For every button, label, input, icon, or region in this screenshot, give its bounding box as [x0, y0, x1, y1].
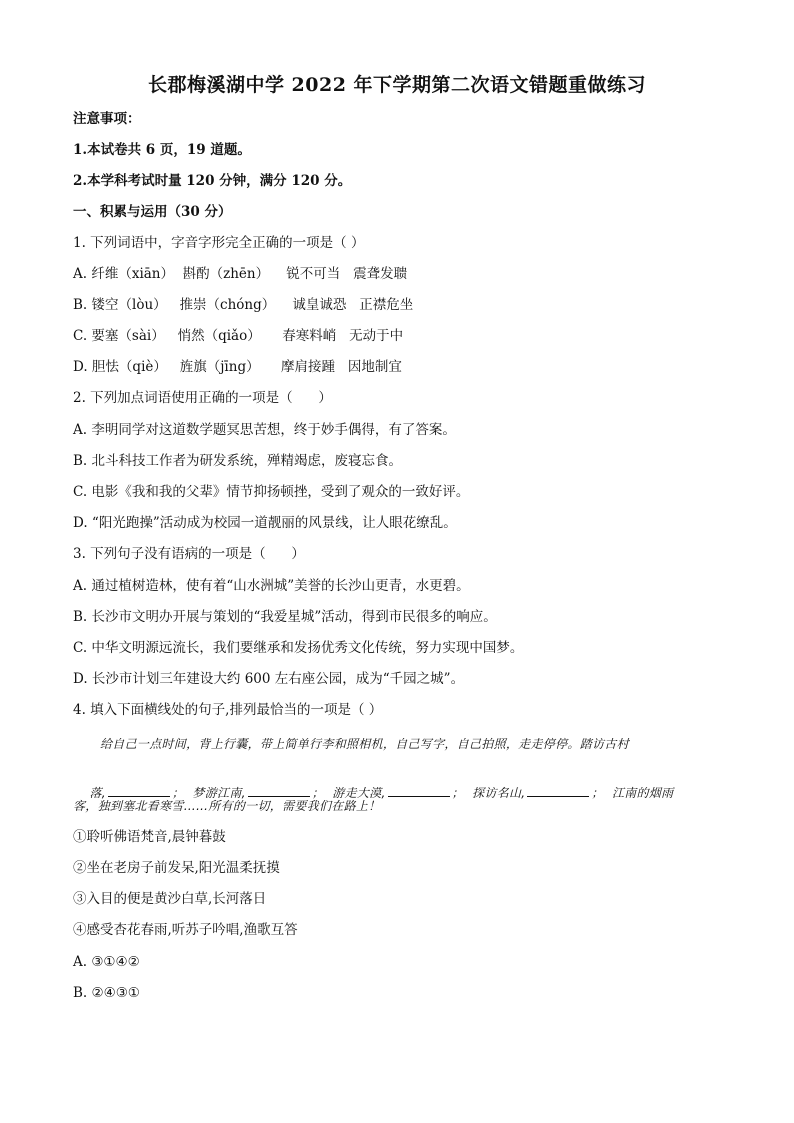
section-heading: 一、积累与运用（30 分） [73, 204, 232, 220]
q2-option-b: B. 北斗科技工作者为研发系统，殚精竭虑，废寝忘食。 [73, 453, 403, 469]
q4-passage-part: ； 梦游江南, [171, 786, 246, 800]
q4-passage-line-1: 给自己一点时间，背上行囊，带上简单行李和照相机，自己写字，自己拍照，走走停停。踏访古村 [100, 737, 629, 751]
q1-option-d: D. 胆怯（qiè） 旌旗（jīng） 摩肩接踵 因地制宜 [73, 359, 402, 375]
q4-passage-part: ； 江南的烟雨 [591, 786, 674, 800]
fill-blank[interactable] [248, 784, 310, 797]
page-title: 长郡梅溪湖中学 2022 年下学期第二次语文错题重做练习 [147, 74, 647, 96]
q2-option-a: A. 李明同学对这道数学题冥思苦想，终于妙手偶得，有了答案。 [73, 422, 456, 438]
q1-option-b: B. 镂空（lòu） 推崇（chóng） 诚皇诚恐 正襟危坐 [73, 297, 414, 313]
notice-heading: 注意事项： [73, 111, 141, 127]
q1-option-a: A. 纤维（xiān） 斟酌（zhēn） 锐不可当 震聋发聩 [73, 266, 408, 282]
q4-passage-part: ； 探访名山, [451, 786, 526, 800]
q4-item-2: ②坐在老房子前发呆,阳光温柔抚摸 [73, 860, 280, 876]
notice-item-1: 1.本试卷共 6 页，19 道题。 [73, 142, 251, 158]
q4-item-3: ③入目的便是黄沙白草,长河落日 [73, 891, 267, 907]
q3-option-c: C. 中华文明源远流长，我们要继承和发扬优秀文化传统，努力实现中国梦。 [73, 640, 524, 656]
fill-blank[interactable] [388, 784, 450, 797]
q4-passage-line-3: 客，独到塞北看寒雪……所有的一切，需要我们在路上！ [73, 799, 381, 813]
q4-option-a: A. ③①④② [73, 954, 140, 970]
q2-stem: 2. 下列加点词语使用正确的一项是（ ） [73, 390, 332, 406]
q1-option-c: C. 要塞（sài） 悄然（qiǎo） 春寒料峭 无动于中 [73, 328, 404, 344]
q4-passage-part: 落, [89, 786, 106, 800]
q1-stem: 1. 下列词语中，字音字形完全正确的一项是（ ） [73, 235, 365, 251]
q3-option-a: A. 通过植树造林，使有着“山水洲城”美誉的长沙山更青，水更碧。 [73, 578, 470, 594]
q2-option-c: C. 电影《我和我的父辈》情节抑扬顿挫，受到了观众的一致好评。 [73, 484, 470, 500]
q3-option-d: D. 长沙市计划三年建设大约 600 左右座公园，成为“千园之城”。 [73, 671, 465, 687]
fill-blank[interactable] [527, 784, 589, 797]
notice-item-2: 2.本学科考试时量 120 分钟，满分 120 分。 [73, 173, 352, 189]
q4-stem: 4. 填入下面横线处的句子,排列最恰当的一项是（ ） [73, 702, 383, 718]
q4-option-b: B. ②④③① [73, 985, 140, 1001]
q2-option-d: D. “阳光跑操”活动成为校园一道靓丽的风景线，让人眼花缭乱。 [73, 515, 457, 531]
q4-item-1: ①聆听佛语梵音,晨钟暮鼓 [73, 829, 226, 845]
q3-option-b: B. 长沙市文明办开展与策划的“我爱星城”活动，得到市民很多的响应。 [73, 609, 497, 625]
q4-passage-part: ； 游走大漠, [311, 786, 386, 800]
q4-item-4: ④感受杏花春雨,听苏子吟唱,渔歌互答 [73, 922, 298, 938]
fill-blank[interactable] [108, 784, 170, 797]
q3-stem: 3. 下列句子没有语病的一项是（ ） [73, 546, 305, 562]
